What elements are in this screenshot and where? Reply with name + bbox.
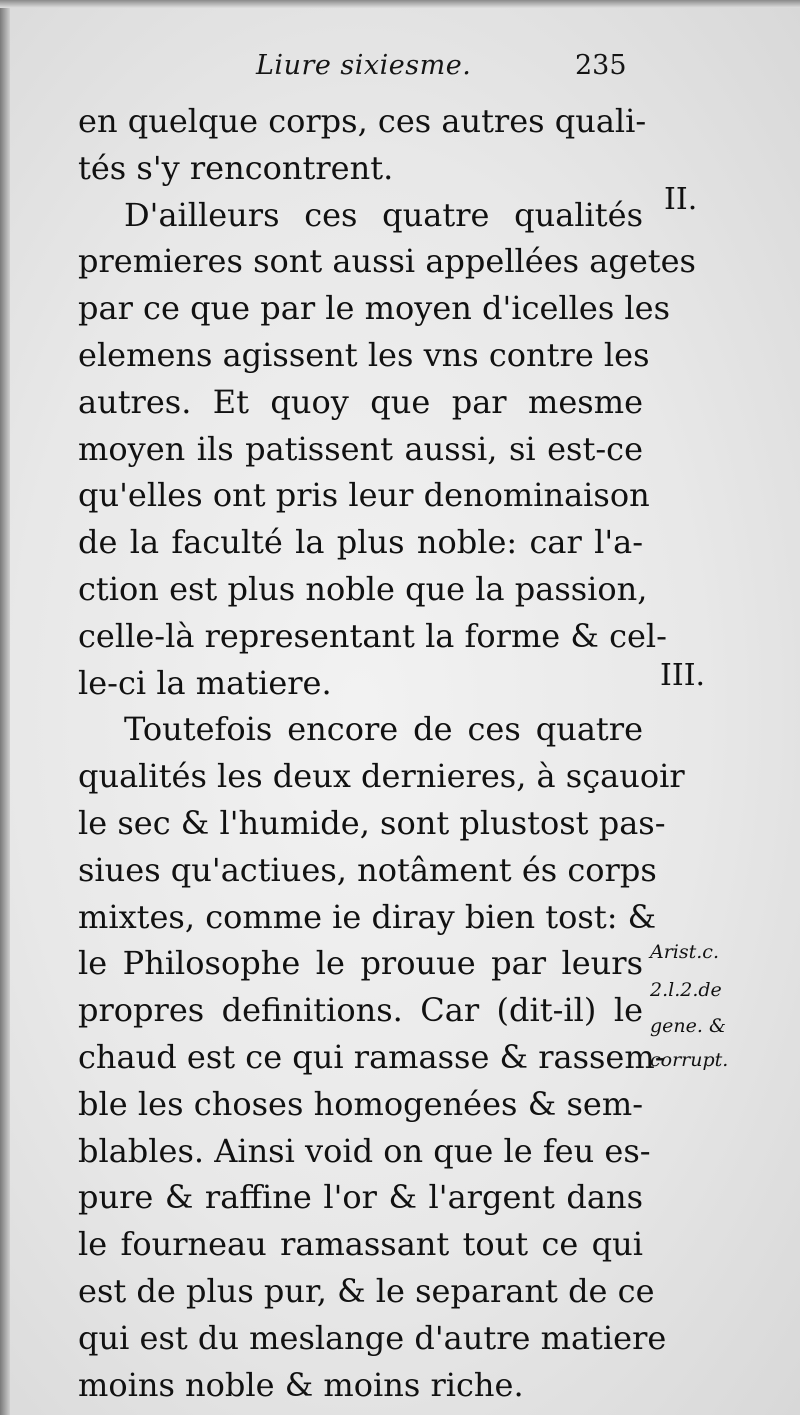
text-line: pure & raffine l'or & l'argent dans bbox=[78, 1178, 643, 1217]
text-line: blables. Ainsi void on que le feu es- bbox=[78, 1131, 651, 1170]
text-line: elemens agissent les vns contre les bbox=[78, 335, 650, 374]
text-line: le-ci la matiere. bbox=[78, 663, 332, 702]
text-line: en quelque corps, ces autres quali- bbox=[78, 102, 647, 140]
text-line: celle-là representant la forme & cel- bbox=[78, 616, 667, 655]
text-line: mixtes, comme ie diray bien tost: & bbox=[78, 897, 657, 936]
marginal-citation-line: gene. & bbox=[650, 1015, 726, 1037]
section-marker-3: III. bbox=[660, 658, 706, 693]
running-head bbox=[0, 50, 800, 90]
page-edge-shadow-left bbox=[0, 0, 10, 1415]
page-number: 235 bbox=[575, 50, 627, 81]
text-line: propres definitions. Car (dit-il) le bbox=[78, 991, 643, 1030]
text-line: est de plus pur, & le separant de ce bbox=[78, 1271, 655, 1310]
marginal-citation-line: corrupt. bbox=[650, 1049, 729, 1071]
text-line: ction est plus noble que la passion, bbox=[78, 569, 648, 608]
text-line: moyen ils patissent aussi, si est-ce bbox=[78, 429, 643, 468]
text-line: ble les choses homogenées & sem- bbox=[78, 1084, 643, 1123]
text-line: chaud est ce qui ramasse & rassem- bbox=[78, 1037, 666, 1076]
text-line: qui est du meslange d'autre matiere bbox=[78, 1318, 667, 1357]
text-line: D'ailleurs ces quatre qualités bbox=[124, 195, 643, 234]
text-line: qualités les deux dernieres, à sçauoir bbox=[78, 757, 685, 796]
page-edge-shadow-top bbox=[0, 0, 800, 8]
text-line: Toutefois encore de ces quatre bbox=[124, 710, 643, 749]
text-line: moins noble & moins riche. bbox=[78, 1365, 524, 1404]
text-line: le Philosophe le prouue par leurs bbox=[78, 944, 643, 983]
text-line: tés s'y rencontrent. bbox=[78, 148, 394, 187]
marginal-citation-line: Arist.c. bbox=[650, 941, 719, 963]
text-line: le sec & l'humide, sont plustost pas- bbox=[78, 803, 666, 842]
section-marker-2: II. bbox=[664, 182, 698, 217]
running-title: Liure sixiesme. bbox=[256, 50, 472, 81]
text-line: le fourneau ramassant tout ce qui bbox=[78, 1225, 643, 1264]
text-line: siues qu'actiues, notâment és corps bbox=[78, 850, 657, 889]
text-line: autres. Et quoy que par mesme bbox=[78, 382, 643, 421]
text-line: qu'elles ont pris leur denominaison bbox=[78, 476, 650, 515]
text-line: de la faculté la plus noble: car l'a- bbox=[78, 523, 643, 562]
marginal-citation-line: 2.l.2.de bbox=[650, 979, 722, 1001]
text-line: par ce que par le moyen d'icelles les bbox=[78, 289, 671, 328]
text-line: premieres sont aussi appellées agetes bbox=[78, 242, 696, 281]
